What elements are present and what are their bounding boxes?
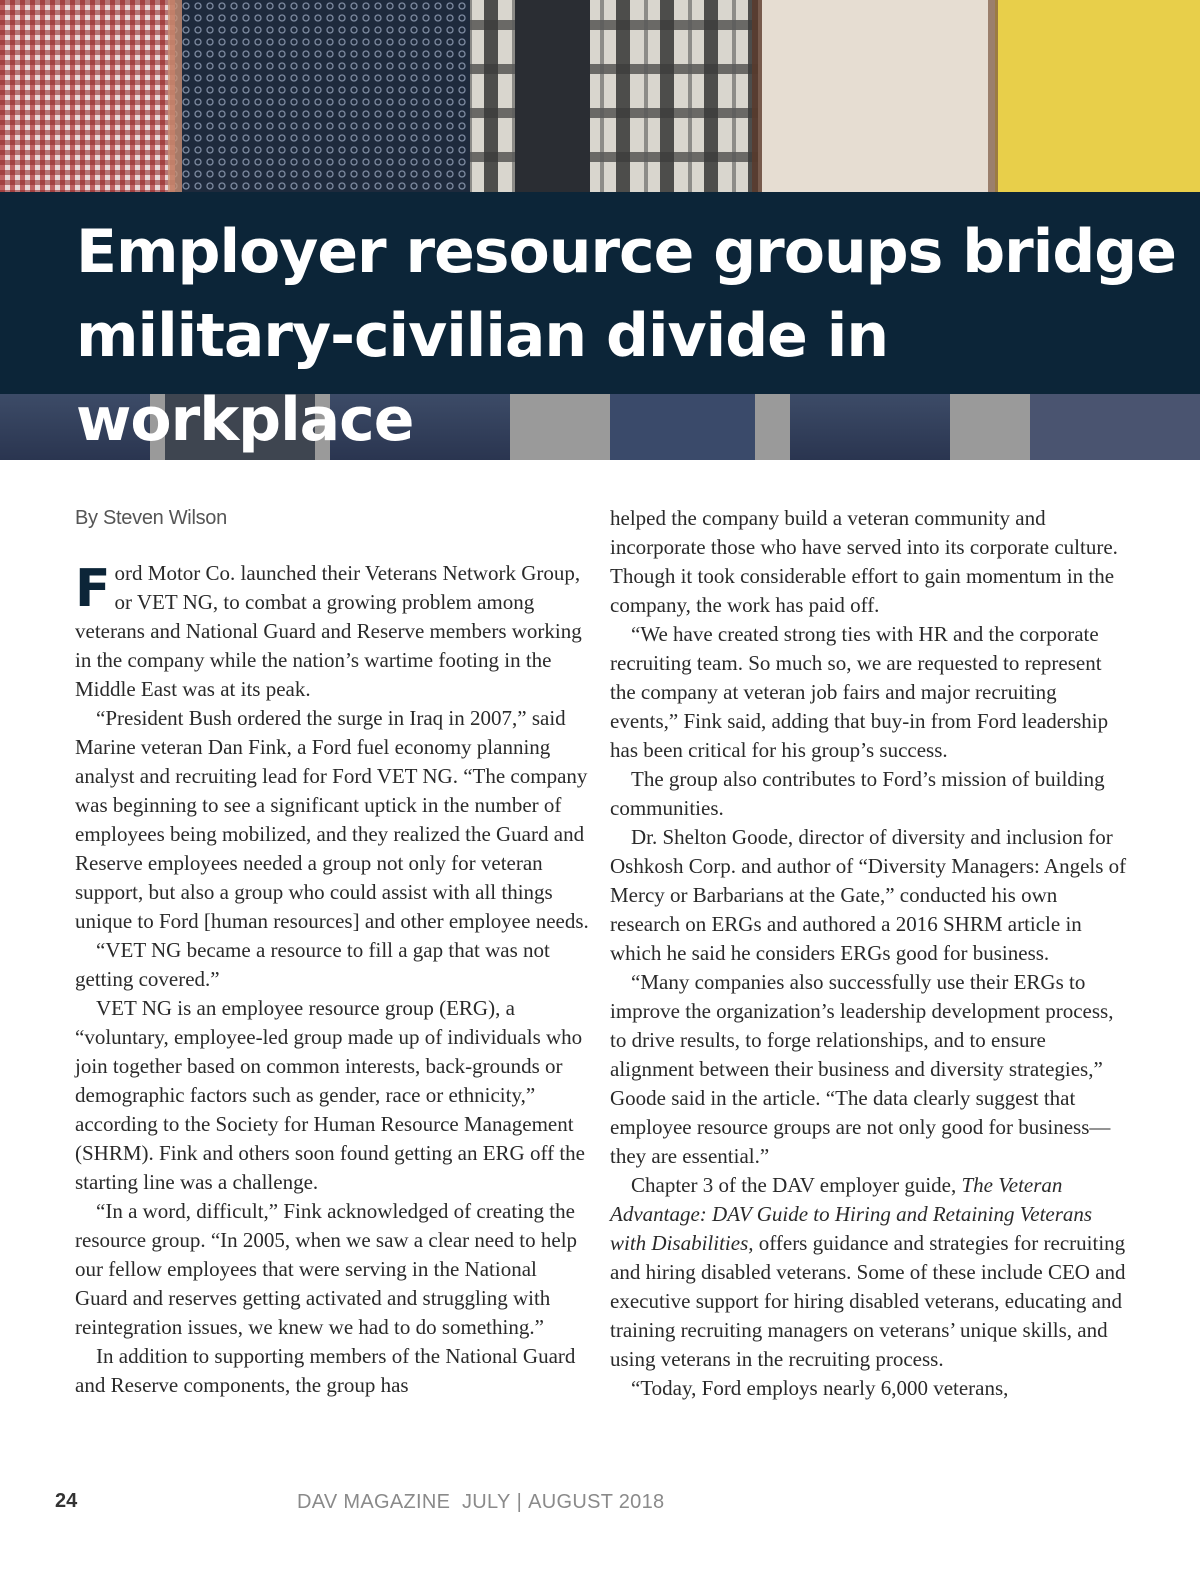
paragraph-10: “Many companies also successfully use their ERGs to improve the organization’s leadership development process, to drive results, to forge relationships, and to ensure alignment between their business and diversity strategies,” Goode said in the article. “The data clearly suggest that employee resource groups are not only good for business—they are essential.” bbox=[610, 970, 1114, 1168]
title-line-1: Employer resource groups bridge bbox=[76, 217, 1176, 287]
paragraph-12: “Today, Ford employs nearly 6,000 veterans, bbox=[631, 1376, 1009, 1400]
issue-separator: | bbox=[516, 1491, 523, 1513]
magazine-issue bbox=[297, 1491, 664, 1514]
byline: By Steven Wilson bbox=[75, 507, 227, 529]
title-line-2: military-civilian divide in workplace bbox=[76, 301, 889, 455]
right-column bbox=[610, 504, 1130, 1403]
drop-cap: F bbox=[75, 559, 111, 619]
page-footer bbox=[0, 1490, 1200, 1520]
paragraph-8: The group also contributes to Ford’s mission of building communities. bbox=[610, 767, 1105, 820]
article-title bbox=[76, 210, 1176, 462]
issue-month-1: JULY bbox=[461, 1491, 511, 1513]
issue-month-2: AUGUST 2018 bbox=[528, 1491, 665, 1513]
paragraph-9: Dr. Shelton Goode, director of diversity and inclusion for Oshkosh Corp. and author of “Diversity Managers: Angels of Mercy or Barbarians at the Gate,” conducted his own research on ERGs and authored a 2016 SHRM article in which he said he considers ERGs good for business. bbox=[610, 825, 1127, 965]
paragraph-7: “We have created strong ties with HR and the corporate recruiting team. So much so, we are requested to represent the company at veteran job fairs and major recruiting events,” Fink said, adding that buy-in from Ford leadership has been critical for his group’s success. bbox=[610, 622, 1109, 762]
guide-title: The Veteran Advantage: DAV Guide to Hiring and Retaining Veterans with Disabilities, bbox=[610, 1173, 1093, 1255]
left-column bbox=[75, 504, 590, 1400]
paragraph-4: VET NG is an employee resource group (ERG), a “voluntary, employee-led group made up of individuals who join together based on common interests, back-grounds or demographic factors such as gender, race or ethnicity,” according to the Society for Human Resource Management (SHRM). Fink and others soon found getting an ERG off the starting line was a challenge. bbox=[75, 996, 585, 1194]
magazine-name: DAV MAGAZINE bbox=[297, 1491, 451, 1513]
paragraph-11-rest: offers guidance and strategies for recruiting and hiring disabled veterans. Some of these include CEO and executive support for hiring disabled veterans, educating and training recruiting managers on veterans’ unique skills, and using veterans in the recruiting process. bbox=[610, 1231, 1126, 1371]
paragraph-1-text: ord Motor Co. launched their Veterans Network Group, or VET NG, to combat a growing problem among veterans and National Guard and Reserve members working in the company while the nation’s wartime footing in the Middle East was at its peak. bbox=[75, 561, 582, 701]
page-number: 24 bbox=[55, 1490, 78, 1512]
paragraph-6: In addition to supporting members of the National Guard and Reserve components, the group has bbox=[75, 1344, 576, 1397]
paragraph-2: “President Bush ordered the surge in Iraq in 2007,” said Marine veteran Dan Fink, a Ford fuel economy planning analyst and recruiting lead for Ford VET NG. “The company was beginning to see a significant uptick in the number of employees being mobilized, and they realized the Guard and Reserve employees needed a group not only for veteran support, but also a group who could assist with all things unique to Ford [human resources] and other employee needs. bbox=[75, 706, 589, 933]
paragraph-5: “In a word, difficult,” Fink acknowledged of creating the resource group. “In 2005, when we saw a clear need to help our fellow employees that were serving in the National Guard and reserves getting activated and struggling with reintegration issues, we knew we had to do something.” bbox=[75, 1199, 578, 1339]
paragraph-6-continued: helped the company build a veteran community and incorporate those who have served into its corporate culture. Though it took considerable effort to gain momentum in the company, the work has paid off. bbox=[610, 506, 1118, 617]
paragraph-11-lead: Chapter 3 of the DAV employer guide, bbox=[631, 1173, 962, 1197]
paragraph-1 bbox=[75, 559, 590, 704]
paragraph-11 bbox=[610, 1171, 1130, 1374]
paragraph-3: “VET NG became a resource to fill a gap that was not getting covered.” bbox=[75, 938, 550, 991]
